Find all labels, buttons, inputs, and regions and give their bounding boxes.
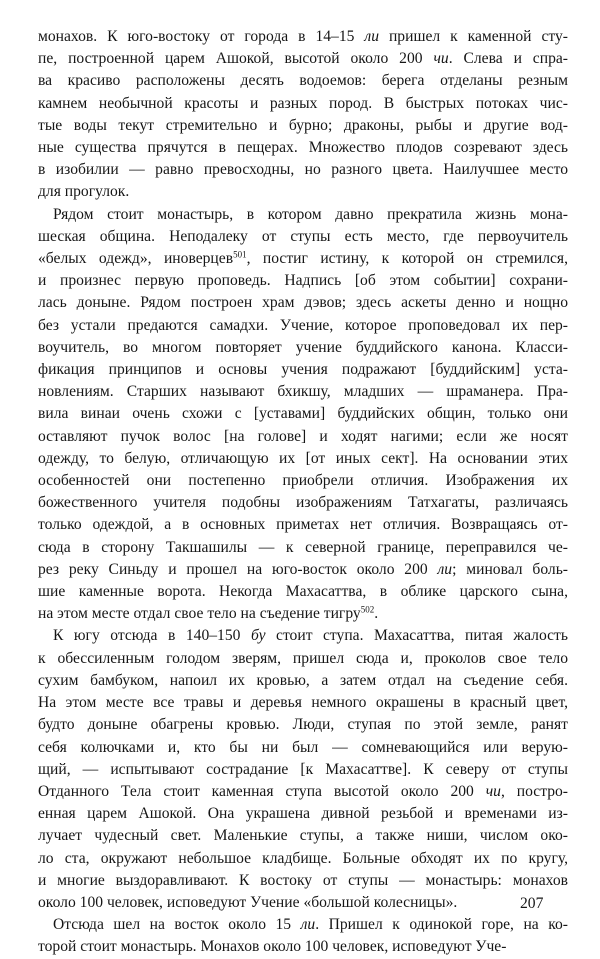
text-run: вила винаи очень схожи с [уставами] буддийских общин, только они (38, 405, 568, 423)
footnote-ref: 501 (233, 249, 247, 260)
paragraph-1 (38, 26, 568, 204)
text-run: щий, — испытывают сострадание [к Махасаттве]. К северу от ступы (38, 760, 568, 778)
text-line (38, 803, 568, 825)
text-run: Рядом стоит монастырь, в котором давно прекратила жизнь мона- (53, 205, 568, 223)
text-line (38, 470, 568, 492)
page-body (38, 26, 568, 959)
text-line (38, 115, 568, 137)
text-run: пе, построенной царем Ашокой, высотой около 200 (38, 50, 434, 68)
text-run: камнем необычной красоты и разных пород. В быстрых потоках чис- (38, 94, 568, 112)
text-line (38, 137, 568, 159)
text-line (38, 93, 568, 115)
text-run: сюда в сторону Такшашилы — к северной границе, переправился че- (38, 538, 568, 556)
text-run: для прогулок. (38, 183, 130, 201)
text-run: . Слева и спра- (448, 50, 568, 68)
text-line (38, 381, 568, 403)
italic-term: ли (437, 560, 453, 578)
text-line (38, 670, 568, 692)
text-line (38, 337, 568, 359)
text-run: тые воды текут стремительно и бурно; драконы, рыбы и другие вод- (38, 116, 568, 134)
text-run: около 100 человек, исповедуют Учение «большой колесницы». (38, 893, 458, 911)
text-line (38, 692, 568, 714)
italic-term: чи (485, 782, 501, 800)
text-run: рез реку Синьду и прошел на юго-восток около 200 (38, 560, 438, 578)
text-run: , постиг истину, к которой он стремился, (246, 250, 568, 268)
text-line (38, 403, 568, 425)
text-line (38, 248, 568, 270)
text-run: без устали предаются самадхи. Учение, которое проповедовал их пер- (38, 316, 568, 334)
text-line (38, 514, 568, 536)
text-line (38, 870, 568, 892)
text-run: енная царем Ашокой. Она украшена дивной резьбой и временами из- (38, 805, 568, 823)
text-run: стоит ступа. Махасаттва, питая жалость (265, 627, 568, 645)
text-run: только одеждой, а в основных приметах нет отличия. Возвращаясь от- (38, 516, 568, 534)
text-run: в изобилии — равно превосходны, но разного цвета. Наилучшее место (38, 161, 568, 179)
text-run: воучитель, во многом повторяет учение буддийского канона. Класси- (38, 338, 568, 356)
text-line (38, 648, 568, 670)
paragraph-2 (38, 204, 568, 626)
paragraph-3 (38, 625, 568, 914)
text-run: себя колючками и, кто бы ни был — сомневающийся или верую- (38, 738, 568, 756)
text-run: , постро- (500, 782, 569, 800)
paragraph-4 (38, 914, 568, 958)
text-line (38, 714, 568, 736)
text-run: Отсюда шел на восток около 15 (53, 916, 301, 934)
text-line (38, 204, 568, 226)
italic-term: чи (433, 50, 449, 68)
text-line (38, 825, 568, 847)
text-run: ные существа прячутся в пещерах. Множество плодов созревают здесь (38, 139, 568, 157)
text-run: На этом месте все травы и деревья немного окрашены в красный цвет, (38, 694, 568, 712)
text-run: и многие выздоравливают. К востоку от ступы — монастырь: монахов (38, 871, 568, 889)
text-line (38, 26, 568, 48)
text-run: торой стоит монастырь. Монахов около 100 человек, исповедуют Уче- (38, 938, 507, 956)
text-run: лась доныне. Рядом построен храм дэвов; здесь аскеты денно и нощно (38, 294, 568, 312)
text-line (38, 559, 568, 581)
text-line (38, 359, 568, 381)
text-line (38, 759, 568, 781)
text-line (38, 70, 568, 92)
text-line (38, 914, 568, 936)
text-line (38, 625, 568, 647)
text-run: шеская община. Неподалеку от ступы есть место, где первоучитель (38, 227, 568, 245)
text-run: К югу отсюда в 140–150 (53, 627, 251, 645)
text-run: монахов. К юго-востоку от города в 14–15 (38, 28, 365, 45)
text-run: Отданного Тела стоит каменная ступа высотой около 200 (38, 782, 486, 800)
text-line (38, 848, 568, 870)
text-run: и произнес первую проповедь. Надпись [об этом событии] сохрани- (38, 272, 568, 290)
text-line (38, 492, 568, 514)
text-run: . Пришел к одинокой горе, на ко- (315, 916, 568, 934)
text-line (38, 892, 568, 914)
text-run: . (374, 605, 379, 623)
italic-term: ли (300, 916, 316, 934)
text-run: шие каменные ворота. Некогда Махасаттва, в облике царского сына, (38, 583, 568, 601)
text-run: к обессиленным голодом зверям, пришел сюда и, проколов свое тело (38, 649, 568, 667)
text-line (38, 159, 568, 181)
text-run: новлениям. Старших называют бхикшу, младших — шраманера. Пра- (38, 383, 568, 401)
text-line (38, 737, 568, 759)
text-line (38, 781, 568, 803)
text-run: оставляют пучок волос [на голове] и ходят нагими; если же носят (38, 427, 568, 445)
text-line (38, 581, 568, 603)
text-run: пришел к каменной сту- (379, 28, 568, 45)
text-run: ло ста, окружают небольшое кладбище. Больные обходят их по кругу, (38, 849, 568, 867)
text-line (38, 292, 568, 314)
text-run: «белых одежд», иноверцев (38, 250, 234, 268)
text-line (38, 181, 568, 203)
italic-term: бу (250, 627, 266, 645)
page-number: 207 (520, 895, 544, 912)
italic-term: ли (364, 28, 379, 45)
text-run: особенностей они постепенно приобрели отличия. Изображения их (38, 472, 568, 490)
text-run: на этом месте отдал свое тело на съедение тигру (38, 605, 361, 623)
text-run: будто доныне обагрены кровью. Люди, ступая по этой земле, ранят (38, 716, 568, 734)
text-run: фикация принципов и основы учения подражают [буддийским] уста- (38, 361, 568, 379)
text-run: одежду, то белую, отличающую их [от иных сект]. На основании этих (38, 449, 568, 467)
text-run: лучает чудесный свет. Маленькие ступы, а также ниши, числом око- (38, 827, 568, 845)
text-line (38, 537, 568, 559)
text-run: ; миновал боль- (452, 560, 568, 578)
text-line (38, 48, 568, 70)
text-line (38, 270, 568, 292)
text-line (38, 315, 568, 337)
text-line (38, 448, 568, 470)
text-line (38, 936, 568, 958)
text-line (38, 603, 568, 625)
text-run: ва красиво расположены десять водоемов: берега отделаны резным (38, 72, 568, 90)
footnote-ref: 502 (360, 604, 375, 615)
text-line (38, 226, 568, 248)
text-run: божественного учителя подобны изображениям Татхагаты, различаясь (38, 494, 568, 512)
text-run: сухим бамбуком, напоил их кровью, а затем отдал на съедение себя. (38, 671, 568, 689)
text-line (38, 426, 568, 448)
